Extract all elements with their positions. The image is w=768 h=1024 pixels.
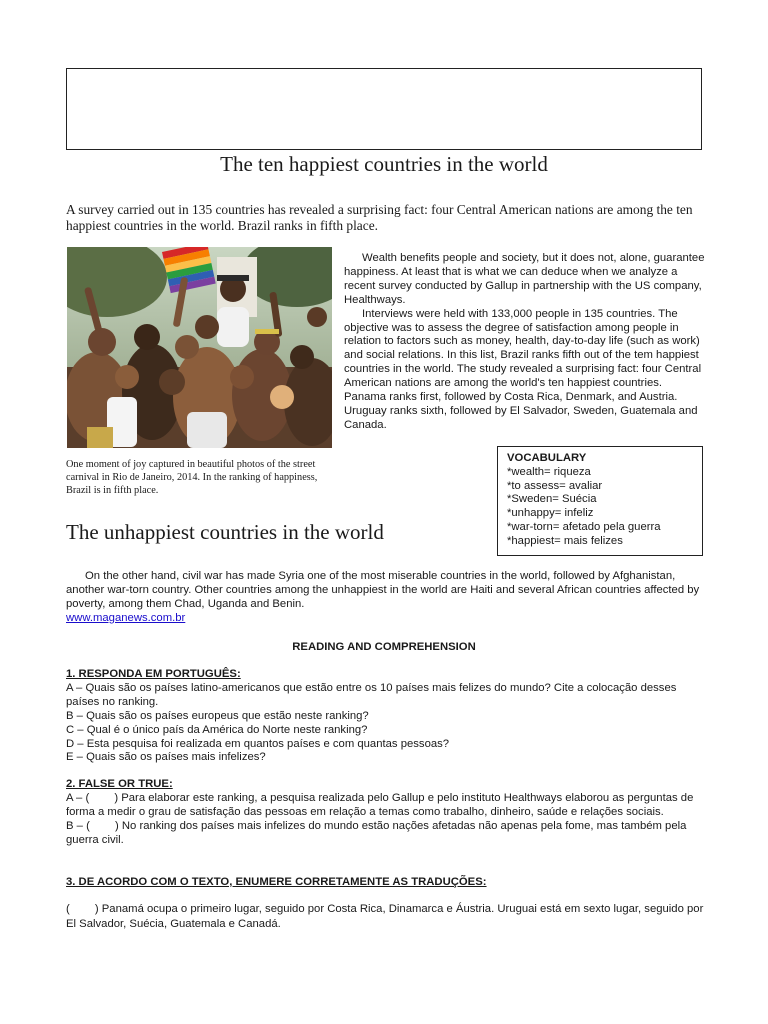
unhappiest-paragraph: On the other hand, civil war has made Syria one of the most miserable countries in the world, followed by Afghanistan, another war-torn country. Other countries among the unhappiest in the world are Haiti and several African countries affected by poverty, among them Chad, Uganda and Benin. [66,570,700,610]
vocabulary-title: VOCABULARY [507,452,587,464]
article-paragraph-1: Wealth benefits people and society, but it does not, alone, guarantee happiness. At least that is what we can deduce when we analyze a recent survey conducted by Gallup in partnership with the US company, Healthways. [344,252,705,306]
vocabulary-item: *Sweden= Suécia [507,493,597,506]
photo-caption: One moment of joy captured in beautiful photos of the street carnival in Rio de Janeiro, 2014. In the ranking of happiness, Brazil is in fifth place. [66,459,318,496]
vocabulary-box [497,446,703,556]
section-title-unhappiest: The unhappiest countries in the world [66,520,384,544]
question-3-heading: 3. DE ACORDO COM O TEXTO, ENUMERE CORRETAMENTE AS TRADUÇÕES: [66,876,487,888]
reading-comprehension-heading: READING AND COMPREHENSION [292,641,476,653]
question-3 [66,876,706,890]
question-2-item: B – ( ) No ranking dos países mais infelizes do mundo estão nações afetadas não apenas pela fome, mas também pela guerra civil. [66,819,690,846]
vocabulary-item: *war-torn= afetado pela guerra [507,520,661,533]
question-1-item: B – Quais são os países europeus que estão neste ranking? [66,709,369,722]
question-3-item: ( ) Panamá ocupa o primeiro lugar, seguido por Costa Rica, Dinamarca e Áustria. Uruguai está em sexto lugar, seguido por El Salvador, Suécia, Guatemala e Canadá. [66,903,707,930]
question-2 [66,778,706,848]
carnival-crowd-photo [67,247,332,448]
vocabulary-item: *wealth= riqueza [507,465,591,478]
article-body [344,252,706,433]
question-2-item: A – ( ) Para elaborar este ranking, a pesquisa realizada pelo Gallup e pelo instituto Healthways elaborou as perguntas de forma a medir o grau de satisfação das pessoas em relação a temas como trabalho, dinheiro, saúde e relações sociais. [66,791,697,818]
article-paragraph-2: Interviews were held with 133,000 people in 135 countries. The objective was to assess the degree of satisfaction among people in relation to factors such as money, health, day-to-day life (such as work) and social relations. In this list, Brazil ranks fifth out of the tem happiest countries in the world. The study revealed a surprising fact: four Central American nations are among the world's ten happiest countries. Panama ranks first, followed by Costa Rica, Denmark, and Austria. Uruguay ranks sixth, followed by El Salvador, Sweden, Guatemala and Canada. [344,307,702,431]
question-1-item: A – Quais são os países latino-americanos que estão entre os 10 países mais felizes do mundo? Cite a colocação desses países no ranking. [66,681,677,708]
vocabulary-item: *unhappy= infeliz [507,507,594,520]
vocabulary-item: *happiest= mais felizes [507,534,623,547]
source-link[interactable]: www.maganews.com.br [66,611,186,624]
question-2-heading: 2. FALSE OR TRUE: [66,778,173,790]
unhappiest-section [66,570,706,626]
question-1-heading: 1. RESPONDA EM PORTUGUÊS: [66,668,241,680]
question-1-item: E – Quais são os países mais infelizes? [66,751,266,764]
carnival-photo-illustration [67,247,332,448]
header-box [66,68,702,150]
vocabulary-item: *to assess= avaliar [507,479,603,492]
page-title: The ten happiest countries in the world [220,152,548,176]
intro-paragraph: A survey carried out in 135 countries has revealed a surprising fact: four Central American nations are among the ten happiest countries in the world. Brazil ranks in fifth place. [66,202,693,233]
question-1-item: C – Qual é o único país da América do Norte neste ranking? [66,723,368,736]
question-1-item: D – Esta pesquisa foi realizada em quantos países e com quantas pessoas? [66,737,450,750]
question-1 [66,668,706,765]
